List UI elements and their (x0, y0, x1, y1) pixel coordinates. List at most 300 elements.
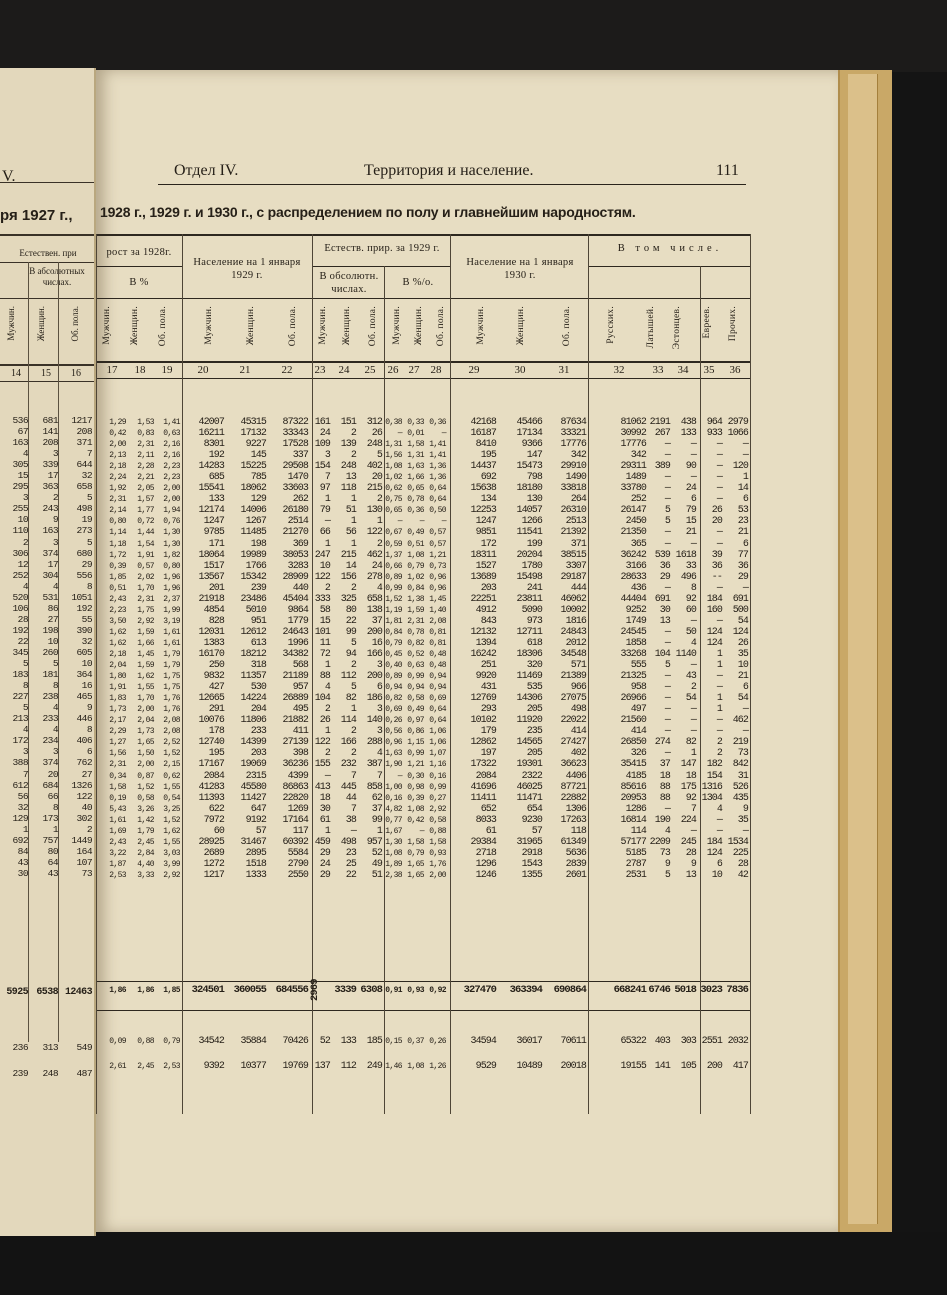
table-cell: 1394 (475, 637, 496, 649)
column-number: 34 (677, 364, 689, 376)
table-cell: 647 (250, 803, 266, 815)
table-cell: 1,57 (137, 495, 154, 505)
table-cell: 1,31 (385, 440, 402, 450)
table-cell: 12174 (198, 505, 224, 517)
table-cell: 88 (319, 671, 330, 683)
table-cell: 17132 (240, 428, 266, 440)
left-table-cell: 67 (17, 426, 28, 438)
left-table-row (0, 846, 94, 857)
table-cell: 45580 (240, 781, 266, 793)
left-table-cell: 43 (47, 867, 58, 879)
table-cell: 622 (208, 803, 224, 815)
table-cell: 79 (685, 505, 696, 517)
left-table-cell: 56 (17, 790, 28, 802)
table-row (96, 472, 838, 483)
table-title: 1928 г., 1929 г. и 1930 г., с распределением по полу и главнейшим народностям. (100, 204, 636, 220)
table-cell: 291 (208, 704, 224, 716)
table-cell: 36 (659, 560, 670, 572)
table-cell: 1,21 (407, 760, 424, 770)
table-cell: 35415 (620, 759, 646, 771)
table-row (96, 660, 838, 671)
table-cell: 798 (526, 472, 542, 484)
table-cell: 4,82 (385, 804, 402, 814)
table-cell: 1,59 (407, 605, 424, 615)
table-cell: 8410 (475, 439, 496, 451)
table-cell: 184 (706, 836, 722, 848)
table-cell: 0,80 (163, 561, 180, 571)
extra-cell: 9529 (475, 1061, 496, 1073)
table-cell: 411 (292, 726, 308, 738)
table-cell: 1 (716, 693, 722, 705)
table-cell: 58 (319, 604, 330, 616)
table-cell: 539 (654, 549, 670, 561)
table-cell: 571 (570, 660, 586, 672)
table-cell: 51 (345, 505, 356, 517)
left-table-cell: 3 (52, 746, 58, 758)
extra-cell: 36017 (516, 1036, 542, 1047)
table-cell: 19301 (516, 759, 542, 771)
left-extra-cell: 239 (12, 1068, 28, 1079)
total-cell: 668241 (613, 984, 646, 996)
table-cell: 2450 (625, 516, 646, 528)
table-row (96, 616, 838, 627)
table-cell: — (419, 826, 424, 836)
table-cell: 1267 (245, 516, 266, 528)
table-cell: 6 (742, 494, 748, 506)
total-cell: 7836 (726, 984, 748, 996)
table-cell: 2,92 (163, 870, 180, 880)
table-cell: 21325 (620, 671, 646, 683)
left-table-row (0, 791, 94, 802)
table-row (96, 539, 838, 550)
table-cell: 12665 (198, 693, 224, 705)
table-cell: 1 (742, 472, 748, 484)
table-cell: 15225 (240, 461, 266, 473)
table-cell: 262 (292, 494, 308, 506)
table-cell: 17167 (198, 759, 224, 771)
left-table-cell: 465 (76, 691, 92, 703)
table-cell: 2,21 (137, 473, 154, 483)
left-table-cell: 192 (12, 624, 28, 636)
table-cell: 1,76 (429, 859, 446, 869)
table-row (96, 450, 838, 461)
table-cell: 1,65 (407, 859, 424, 869)
table-cell: 21189 (282, 671, 308, 683)
table-cell: 3 (376, 660, 382, 672)
table-cell: 21350 (620, 527, 646, 539)
table-cell: 1,00 (385, 782, 402, 792)
left-table-row (0, 437, 94, 448)
table-cell: 0,87 (137, 771, 154, 781)
left-table-row (0, 614, 94, 625)
table-cell: 197 (480, 748, 496, 760)
table-cell: 85616 (620, 781, 646, 793)
extra-cell: 303 (680, 1036, 696, 1047)
table-cell: 38 (345, 814, 356, 826)
table-cell: 1766 (245, 560, 266, 572)
table-cell: 11393 (198, 792, 224, 804)
table-cell: 2,08 (429, 616, 446, 626)
table-cell: 8033 (475, 814, 496, 826)
left-table-cell: 84 (17, 845, 28, 857)
table-row (96, 572, 838, 583)
table-cell: 15342 (240, 571, 266, 583)
extra-cell: 2,61 (109, 1062, 126, 1072)
col-label-women: Женщин. (516, 306, 526, 346)
table-cell: 26 (737, 637, 748, 649)
table-cell: — (716, 615, 722, 627)
table-cell: 29 (737, 571, 748, 583)
left-table-cell: 183 (12, 669, 28, 681)
table-cell: 18 (319, 792, 330, 804)
table-cell: 0,49 (407, 528, 424, 538)
table-cell: 0,65 (407, 484, 424, 494)
col-label-others: Прочих. (728, 306, 738, 342)
left-extra-row (0, 1068, 94, 1079)
table-row (96, 627, 838, 638)
left-table-row (0, 813, 94, 824)
table-row (96, 638, 838, 649)
table-cell: 45315 (240, 417, 266, 428)
total-cell: 2969 (309, 979, 321, 1001)
table-cell: 205 (526, 704, 542, 716)
col-label-both: Об. пола. (368, 306, 378, 347)
table-cell: 613 (250, 637, 266, 649)
table-cell: 46025 (516, 781, 542, 793)
table-cell: 2,45 (137, 837, 154, 847)
left-table-cell: 364 (76, 669, 92, 681)
left-table-cell: 5 (22, 702, 28, 714)
table-row (96, 859, 838, 870)
table-cell: 97 (319, 483, 330, 495)
table-cell: 0,64 (429, 484, 446, 494)
table-cell: 5 (350, 637, 356, 649)
col-label-both: Об. пола. (288, 306, 298, 347)
left-table-row (0, 746, 94, 757)
table-row (96, 704, 838, 715)
table-cell: 26147 (620, 505, 646, 517)
total-cell: 5018 (674, 984, 696, 996)
header-growth-1928-percent: В % (129, 277, 149, 288)
table-cell: 151 (340, 417, 356, 428)
table-cell: 5 (664, 516, 670, 528)
total-cell: 6308 (360, 984, 382, 996)
left-table-cell: 3 (22, 492, 28, 504)
table-cell: 0,96 (429, 583, 446, 593)
table-cell: 117 (292, 825, 308, 837)
table-cell: 0,01 (407, 429, 424, 439)
left-table-cell: 86 (47, 602, 58, 614)
table-cell: 124 (732, 626, 748, 638)
table-cell: 13 (345, 472, 356, 484)
table-cell: 0,75 (385, 495, 402, 505)
table-cell: 0,52 (407, 649, 424, 659)
table-cell: 29 (319, 869, 330, 881)
table-cell: 21560 (620, 715, 646, 727)
table-cell: 21918 (198, 593, 224, 605)
table-cell: 34382 (282, 648, 308, 660)
column-number: 23 (314, 364, 326, 376)
table-cell: 5090 (521, 604, 542, 616)
column-number: 17 (106, 364, 118, 376)
table-cell: 24545 (620, 626, 646, 638)
table-cell: 0,82 (385, 694, 402, 704)
table-cell: 18311 (470, 549, 496, 561)
table-cell: 530 (250, 682, 266, 694)
table-row (96, 715, 838, 726)
table-cell: 2,00 (137, 760, 154, 770)
extra-cell: 19769 (282, 1061, 308, 1073)
table-cell: 1,37 (385, 550, 402, 560)
left-table-cell: 30 (17, 867, 28, 879)
left-table-cell: 2 (86, 823, 92, 835)
table-cell: 200 (366, 626, 382, 638)
table-cell: 1,41 (429, 451, 446, 461)
table-cell: 369 (292, 538, 308, 550)
left-table-cell: 129 (12, 812, 28, 824)
left-table-row (0, 470, 94, 481)
table-cell: 241 (526, 582, 542, 594)
table-row (96, 649, 838, 660)
table-cell: 0,63 (163, 429, 180, 439)
table-cell: 535 (526, 682, 542, 694)
table-cell: 15541 (198, 483, 224, 495)
left-table-cell: 238 (42, 691, 58, 703)
table-cell: 1,75 (163, 683, 180, 693)
table-cell: 239 (250, 582, 266, 594)
table-row (96, 483, 838, 494)
total-cell: 324501 (191, 984, 224, 996)
left-table-cell: 122 (76, 790, 92, 802)
left-table-cell: 692 (12, 834, 28, 846)
left-rule (0, 381, 96, 382)
table-cell: 0,99 (407, 749, 424, 759)
left-total-cell: 5925 (6, 987, 28, 998)
table-cell: 1,65 (407, 870, 424, 880)
table-cell: 0,79 (407, 848, 424, 858)
table-cell: 0,16 (385, 793, 402, 803)
left-table-cell: 406 (76, 735, 92, 747)
left-table-cell: 27 (47, 613, 58, 625)
table-row (96, 428, 838, 439)
table-cell: 1 (324, 825, 330, 837)
table-cell: 0,94 (407, 683, 424, 693)
table-cell: 2,31 (109, 760, 126, 770)
table-cell: 0,38 (385, 418, 402, 427)
table-cell: 1272 (203, 858, 224, 870)
table-cell: 1 (350, 516, 356, 528)
table-cell: 9851 (475, 527, 496, 539)
extra-cell: 0,88 (137, 1037, 154, 1046)
table-cell: 9252 (625, 604, 646, 616)
table-cell: 20204 (516, 549, 542, 561)
left-table-row (0, 492, 94, 503)
table-cell: 858 (366, 781, 382, 793)
col-label-men: Мужчин. (476, 306, 486, 345)
table-cell: 14057 (516, 505, 542, 517)
left-table-cell: 1326 (71, 779, 92, 791)
table-cell: 21 (685, 527, 696, 539)
table-cell: 2787 (625, 858, 646, 870)
section-label: Отдел IV. (174, 162, 239, 179)
extra-cell: 10489 (516, 1061, 542, 1073)
table-cell: — (664, 726, 670, 738)
table-cell: 436 (630, 582, 646, 594)
left-table-cell: 141 (42, 426, 58, 438)
table-cell: 22022 (560, 715, 586, 727)
table-cell: 1,61 (109, 815, 126, 825)
left-table-cell: 9 (52, 514, 58, 526)
table-cell: 21882 (282, 715, 308, 727)
left-table-cell: 1 (22, 823, 28, 835)
table-cell: 26310 (560, 505, 586, 517)
column-numbers (96, 364, 838, 378)
table-cell: 1,55 (163, 837, 180, 847)
table-cell: 274 (654, 737, 670, 749)
left-table-cell: 8 (52, 680, 58, 692)
table-cell: 11471 (516, 792, 542, 804)
page-number: 111 (716, 162, 739, 179)
total-cell: 363394 (509, 984, 542, 996)
left-table-cell: 20 (47, 768, 58, 780)
header-rule (96, 298, 750, 299)
table-cell: 1,66 (407, 473, 424, 483)
table-row (96, 693, 838, 704)
table-cell: 92 (685, 792, 696, 804)
table-cell: 1,14 (109, 528, 126, 538)
table-cell: 0,84 (385, 627, 402, 637)
table-cell: — (742, 704, 748, 716)
table-cell: 2 (350, 660, 356, 672)
table-cell: 235 (526, 726, 542, 738)
table-cell: 179 (480, 726, 496, 738)
left-table-cell: 4 (52, 702, 58, 714)
table-cell: 1,16 (429, 760, 446, 770)
table-cell: 5 (376, 450, 382, 462)
table-cell: 3,19 (163, 616, 180, 626)
table-cell: 38515 (560, 549, 586, 561)
table-cell: 2,04 (137, 716, 154, 726)
table-cell: 2 (324, 704, 330, 716)
left-table-cell: 255 (12, 503, 28, 515)
table-cell: 973 (526, 615, 542, 627)
table-cell: 7972 (203, 814, 224, 826)
left-extra-cell: 549 (76, 1042, 92, 1053)
table-cell: 288 (366, 737, 382, 749)
table-cell: 1,91 (137, 550, 154, 560)
table-cell: 2689 (203, 847, 224, 859)
table-cell: 122 (314, 571, 330, 583)
left-table-cell: 1051 (71, 591, 92, 603)
table-cell: 156 (340, 571, 356, 583)
left-table-body (0, 415, 94, 879)
left-table-cell: 5 (52, 658, 58, 670)
left-extra-cell: 487 (76, 1068, 92, 1079)
table-cell: 1,21 (429, 550, 446, 560)
table-cell: 215 (340, 549, 356, 561)
col-label-men: Мужчин. (204, 306, 214, 345)
table-cell: 0,66 (385, 561, 402, 571)
table-cell: 203 (480, 582, 496, 594)
table-cell: 139 (340, 439, 356, 451)
table-cell: 0,76 (163, 517, 180, 527)
table-cell: 18306 (516, 648, 542, 660)
table-cell: 3,25 (163, 804, 180, 814)
table-cell: 18064 (198, 549, 224, 561)
table-cell: — (716, 715, 722, 727)
table-cell: 4 (664, 825, 670, 837)
table-cell: 1,73 (109, 705, 126, 715)
table-cell: 500 (732, 604, 748, 616)
table-cell: 2513 (565, 516, 586, 528)
table-cell: 12612 (240, 626, 266, 638)
table-cell: 114 (340, 715, 356, 727)
left-table-cell: 658 (76, 481, 92, 493)
table-cell: 1 (324, 660, 330, 672)
left-table-cell: 110 (12, 525, 28, 537)
table-cell: 1,30 (385, 837, 402, 847)
table-cell: 1316 (701, 781, 722, 793)
table-cell: 57 (255, 825, 266, 837)
table-row (96, 494, 838, 505)
table-cell: — (742, 450, 748, 462)
table-cell: 1,42 (137, 815, 154, 825)
table-cell: 0,93 (429, 848, 446, 858)
table-cell: 17164 (282, 814, 308, 826)
table-row (96, 516, 838, 527)
extra-cell: 0,15 (385, 1037, 402, 1046)
table-cell: 7 (324, 472, 330, 484)
table-cell: 1355 (521, 869, 542, 881)
table-cell: 2 (690, 682, 696, 694)
left-table-cell: 260 (42, 646, 58, 658)
table-cell: 2,00 (163, 495, 180, 505)
col-label-both: Об. пола. (562, 306, 572, 347)
table-cell: 8 (690, 582, 696, 594)
table-cell: 2,00 (109, 440, 126, 450)
left-table-cell: 80 (47, 845, 58, 857)
table-cell: 0,99 (429, 782, 446, 792)
table-cell: 5 (664, 660, 670, 672)
table-cell: 24 (319, 858, 330, 870)
left-extra-row (0, 1042, 94, 1053)
left-table-row (0, 824, 94, 835)
table-cell: 49 (371, 858, 382, 870)
column-number: 24 (338, 364, 350, 376)
table-cell: 11411 (470, 792, 496, 804)
table-cell: 0,88 (429, 826, 446, 836)
table-cell: — (664, 671, 670, 683)
table-cell: — (716, 472, 722, 484)
table-cell: 2601 (565, 869, 586, 881)
table-cell: 54 (737, 693, 748, 705)
table-cell: 251 (480, 660, 496, 672)
left-table-cell: 32 (17, 801, 28, 813)
table-cell: 60 (685, 604, 696, 616)
table-cell: 1,40 (429, 605, 446, 615)
table-cell: 2,84 (137, 848, 154, 858)
table-cell: 1489 (625, 472, 646, 484)
table-cell: 264 (570, 494, 586, 506)
table-cell: 166 (366, 648, 382, 660)
table-cell: 555 (630, 660, 646, 672)
table-cell: 205 (526, 748, 542, 760)
table-cell: 951 (250, 615, 266, 627)
table-row (96, 550, 838, 561)
table-cell: 0,94 (429, 683, 446, 693)
extra-cell: 35884 (240, 1036, 266, 1047)
extra-cell: 10377 (240, 1061, 266, 1073)
